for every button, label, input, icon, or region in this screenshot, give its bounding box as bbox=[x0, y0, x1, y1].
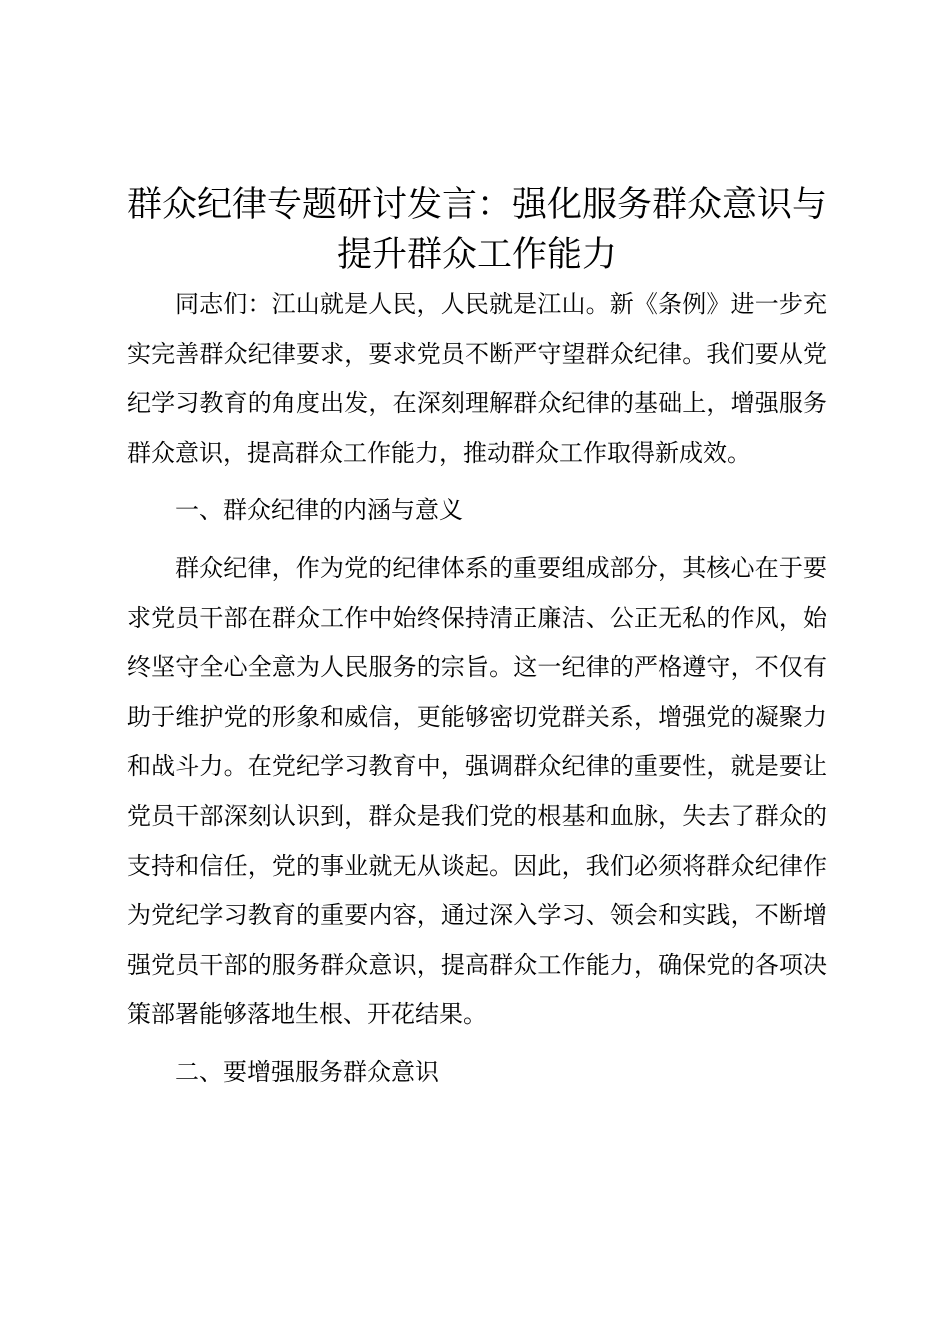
document-page bbox=[127, 180, 827, 1098]
intro-paragraph: 同志们：江山就是人民，人民就是江山。新《条例》进一步充实完善群众纪律要求，要求党员不断严守望群众纪律。我们要从党纪学习教育的角度出发，在深刻理解群众纪律的基础上，增强服务群众意识，提高群众工作能力，推动群众工作取得新成效。 bbox=[127, 290, 827, 467]
section-1-heading: 一、群众纪律的内涵与意义 bbox=[175, 496, 463, 525]
title-line-1: 群众纪律专题研讨发言：强化服务群众意识与 bbox=[127, 185, 828, 225]
section-2-heading: 二、要增强服务群众意识 bbox=[175, 1057, 439, 1086]
section-1-paragraph: 群众纪律，作为党的纪律体系的重要组成部分，其核心在于要求党员干部在群众工作中始终保持清正廉洁、公正无私的作风，始终坚守全心全意为人民服务的宗旨。这一纪律的严格遵守，不仅有助于维护党的形象和威信，更能够密切党群关系，增强党的凝聚力和战斗力。在党纪学习教育中，强调群众纪律的重要性，就是要让党员干部深刻认识到，群众是我们党的根基和血脉，失去了群众的支持和信任，党的事业就无从谈起。因此，我们必须将群众纪律作为党纪学习教育的重要内容，通过深入学习、领会和实践，不断增强党员干部的服务群众意识，提高群众工作能力，确保党的各项决策部署能够落地生根、开花结果。 bbox=[127, 553, 827, 1029]
title-line-2: 提升群众工作能力 bbox=[336, 235, 617, 275]
document-title bbox=[127, 180, 827, 280]
